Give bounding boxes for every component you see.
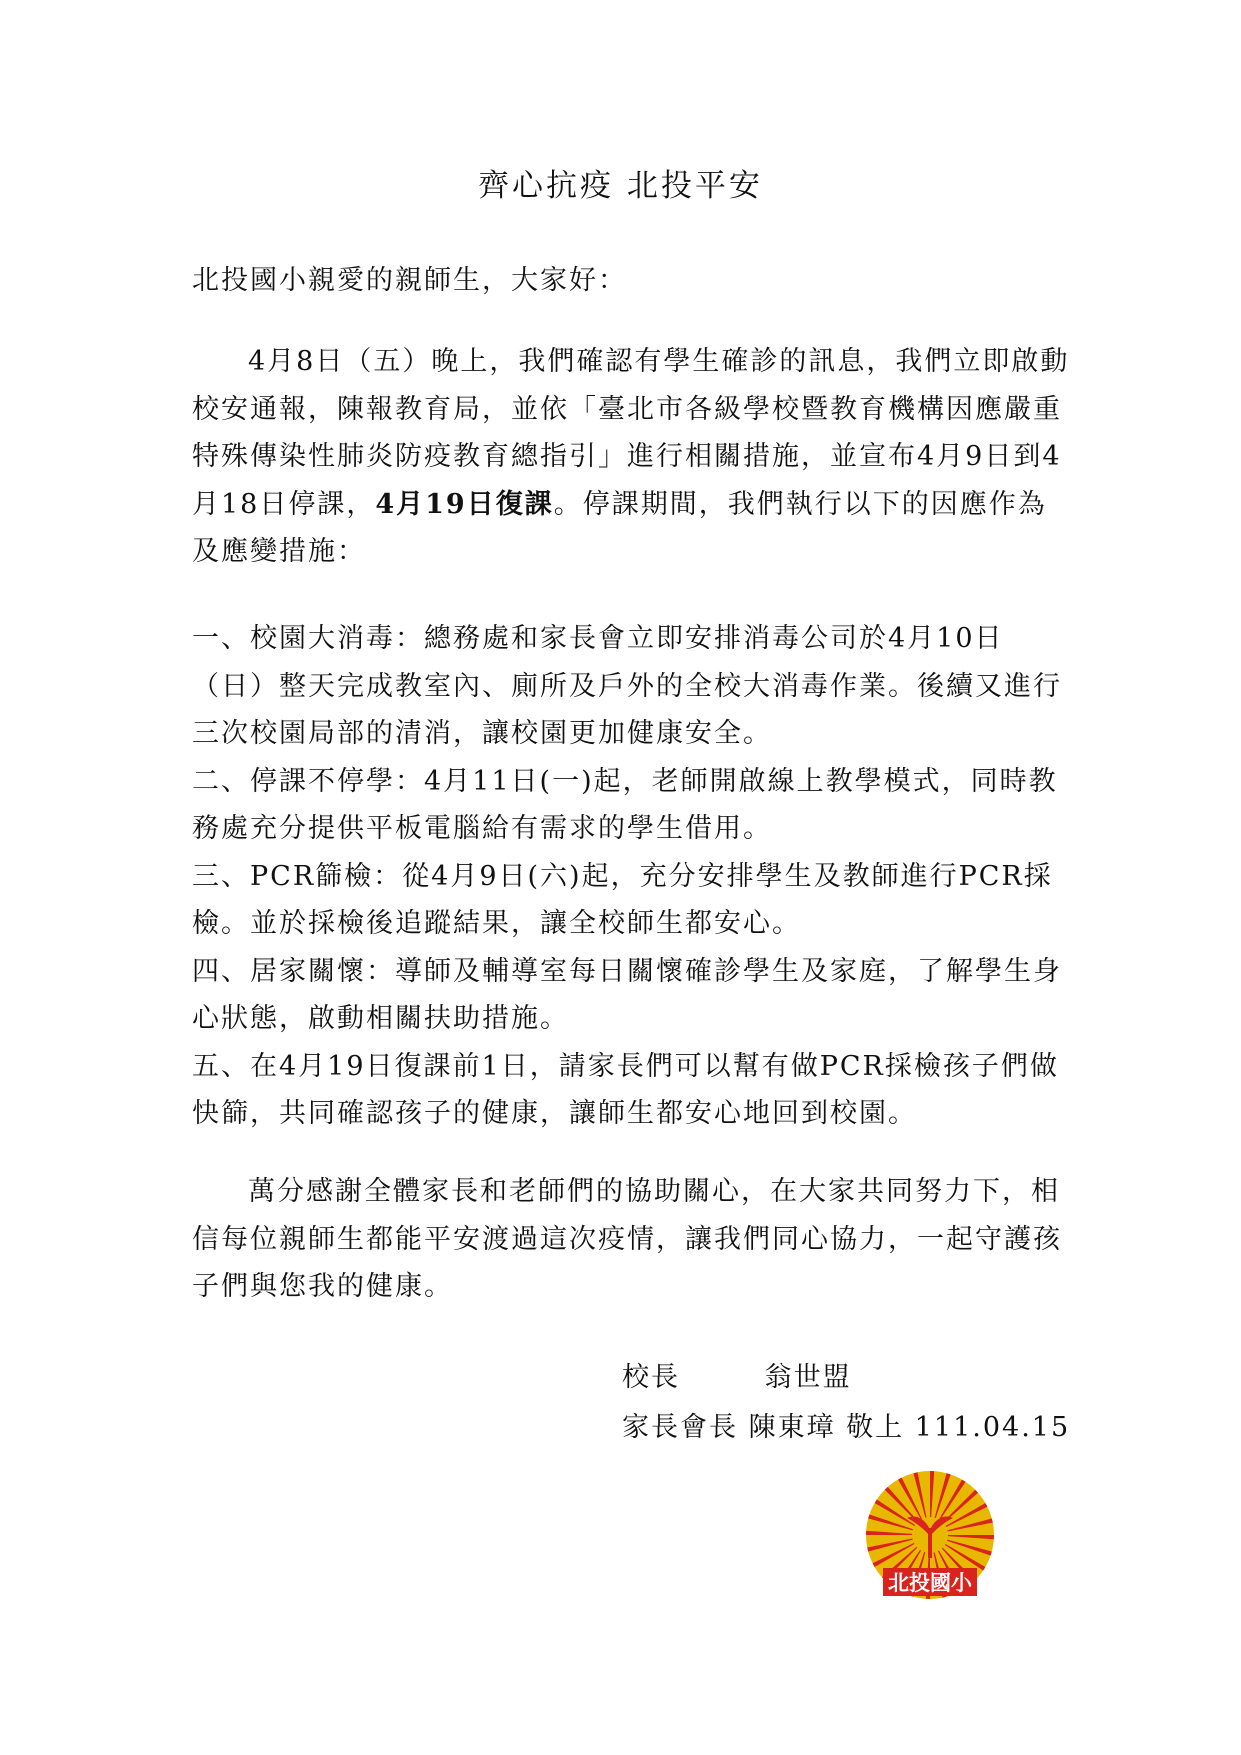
measure-item-3: 三、PCR篩檢：從4月9日(六)起，充分安排學生及教師進行PCR採檢。並於採檢後追蹤結果，讓全校師生都安心。 xyxy=(192,860,1053,939)
intro-text-before: 4月8日（五）晚上，我們確認有學生確診的訊息，我們立即啟動校安通報，陳報教育局，並依「臺北市各級學校暨教育機構因應嚴重特殊傳染性肺炎防疫教育總指引」進行相關措施，並宣布4月9日到4月18日停課， xyxy=(192,346,1070,520)
intro-paragraph xyxy=(192,338,1072,576)
signature-principal: 校長 翁世盟 xyxy=(622,1362,852,1393)
resume-date-highlight: 4月19日復課 xyxy=(375,488,554,520)
intro-text-after: 。停課期間，我們執行以下的因應作為及應變措施： xyxy=(192,488,1047,567)
measure-item-5: 五、在4月19日復課前1日，請家長們可以幫有做PCR採檢孩子們做快篩，共同確認孩子的健康，讓師生都安心地回到校園。 xyxy=(192,1050,1059,1129)
measure-item-1: 一、校園大消毒：總務處和家長會立即安排消毒公司於4月10日（日）整天完成教室內、廁所及戶外的全校大消毒作業。後續又進行三次校園局部的清消，讓校園更加健康安全。 xyxy=(192,623,1062,749)
measure-item-4: 四、居家關懷：導師及輔導室每日關懷確診學生及家庭，了解學生身心狀態，啟動相關扶助措施。 xyxy=(192,955,1062,1034)
school-logo xyxy=(855,1470,1005,1605)
logo-text: 北投國小 xyxy=(888,1571,972,1595)
measures-list xyxy=(192,615,1072,1138)
signature-pta-president: 家長會長 陳東璋 敬上 111.04.15 xyxy=(622,1412,1071,1443)
letter-title: 齊心抗疫 北投平安 xyxy=(478,168,763,204)
closing-paragraph xyxy=(192,1168,1072,1311)
measure-item-2: 二、停課不停學：4月11日(一)起，老師開啟線上教學模式，同時教務處充分提供平板電腦給有需求的學生借用。 xyxy=(192,765,1058,844)
closing-text: 萬分感謝全體家長和老師們的協助關心，在大家共同努力下，相信每位親師生都能平安渡過這次疫情，讓我們同心協力，一起守護孩子們與您我的健康。 xyxy=(192,1176,1062,1302)
greeting: 北投國小親愛的親師生，大家好： xyxy=(192,265,627,296)
